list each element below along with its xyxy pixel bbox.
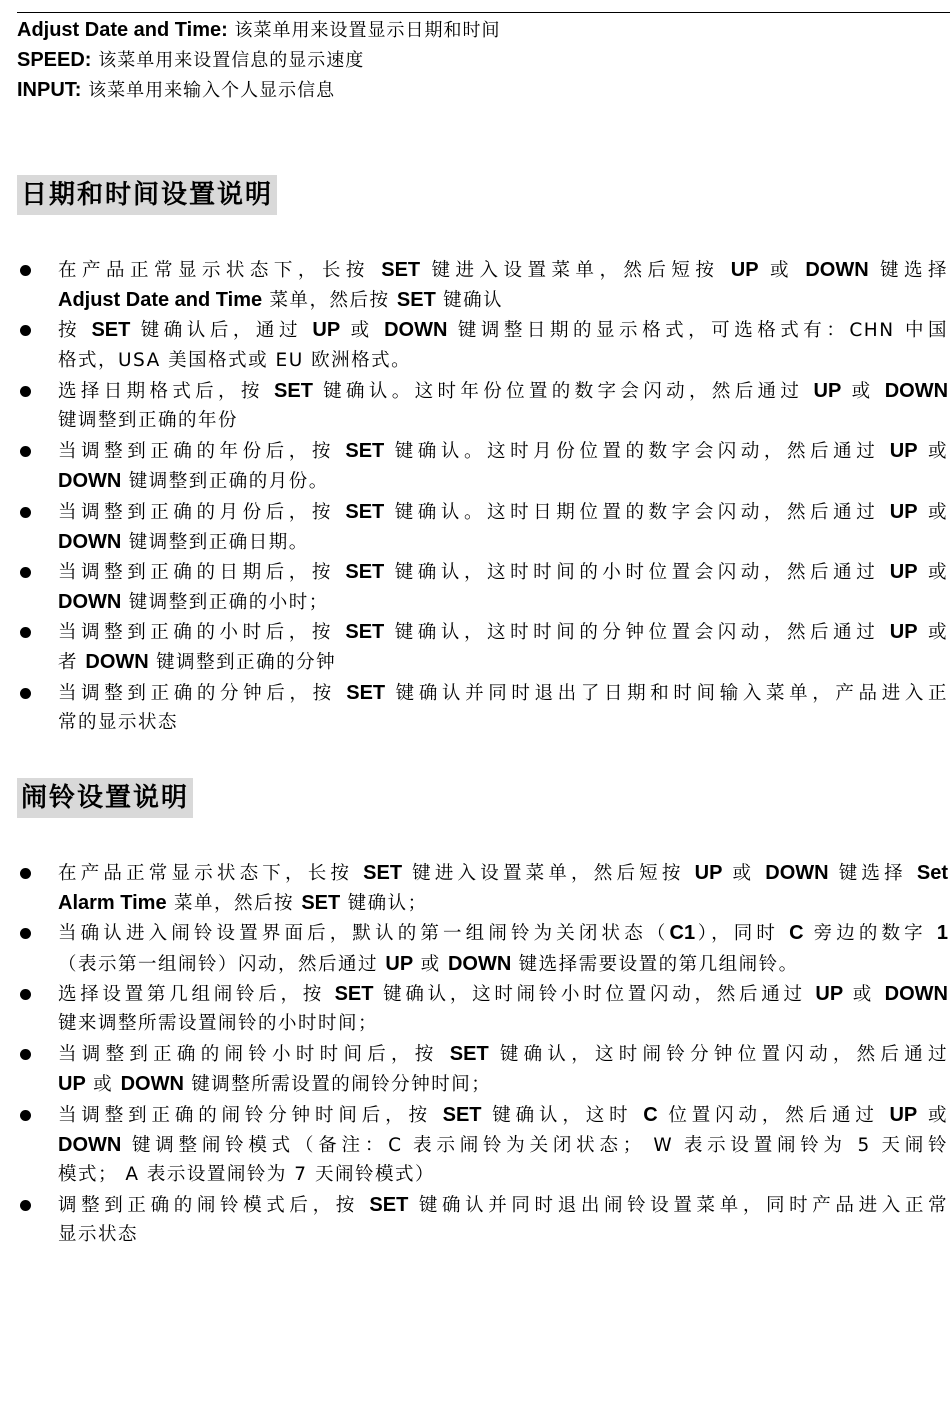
bullet-text-line: 在产品正常显示状态下，长按 SET 键进入设置菜单，然后短按 UP 或 DOWN 键选择 Set (58, 862, 948, 884)
bullet-icon (20, 507, 31, 518)
top-rule (17, 12, 950, 13)
bullet-text-line: 当调整到正确的分钟后，按 SET 键确认并同时退出了日期和时间输入菜单，产品进入正 (58, 681, 948, 704)
section-heading-date-time: 日期和时间设置说明 (17, 175, 277, 215)
section-heading-alarm: 闹铃设置说明 (17, 778, 193, 818)
bullet-text-line: 当调整到正确的月份后，按 SET 键确认。这时日期位置的数字会闪动，然后通过 UP 或 (58, 500, 949, 523)
bullet-text-line: 按 SET 键确认后，通过 UP 或 DOWN 键调整日期的显示格式，可选格式有：CHN 中国 (58, 319, 948, 342)
bullet-text-line: 键来调整所需设置闹铃的小时时间； (58, 1012, 379, 1034)
bullet-text-line: Alarm Time 菜单，然后按 SET 键确认； (58, 892, 428, 915)
bullet-icon (20, 989, 31, 1000)
bullet-text-line: DOWN 键调整到正确日期。 (58, 530, 309, 553)
menu-text: 该菜单用来设置信息的显示速度 (91, 50, 365, 71)
bullet-icon (20, 446, 31, 457)
bullet-text-line: 当确认进入闹铃设置界面后，默认的第一组闹铃为关闭状态（C1），同时 C 旁边的数字 1 (58, 922, 948, 945)
menu-key: INPUT: (17, 79, 82, 101)
menu-description-block (17, 15, 937, 105)
bullet-icon (20, 386, 31, 397)
list-item (0, 255, 950, 315)
menu-description-speed (17, 45, 937, 75)
list-item (0, 315, 950, 375)
bullet-text-line: 者 DOWN 键调整到正确的分钟 (58, 651, 337, 674)
list-item (0, 1039, 950, 1099)
menu-key: SPEED: (17, 49, 92, 71)
menu-text: 该菜单用来设置显示日期和时间 (227, 20, 501, 41)
bullet-icon (20, 868, 31, 879)
bullet-text-line: 格式，USA 美国格式或 EU 欧洲格式。 (58, 349, 412, 371)
bullet-text-line: 当调整到正确的日期后，按 SET 键确认，这时时间的小时位置会闪动，然后通过 UP 或 (58, 560, 949, 583)
bullet-text-line: DOWN 键调整到正确的月份。 (58, 470, 329, 493)
alarm-instructions-list (0, 858, 950, 1250)
menu-text: 该菜单用来输入个人显示信息 (81, 80, 336, 101)
bullet-text-line: 调整到正确的闹铃模式后，按 SET 键确认并同时退出闹铃设置菜单，同时产品进入正常 (58, 1194, 948, 1217)
bullet-icon (20, 325, 31, 336)
bullet-text-line: 当调整到正确的小时后，按 SET 键确认，这时时间的分钟位置会闪动，然后通过 UP 或 (58, 621, 949, 644)
bullet-text-line: 选择日期格式后，按 SET 键确认。这时年份位置的数字会闪动，然后通过 UP 或 DOWN (58, 379, 949, 402)
bullet-text-line: 选择设置第几组闹铃后，按 SET 键确认，这时闹铃小时位置闪动，然后通过 UP 或 DOWN (58, 982, 948, 1005)
list-item (0, 557, 950, 617)
bullet-text-line: 模式； A 表示设置闹铃为 7 天闹铃模式） (58, 1163, 435, 1185)
bullet-icon (20, 928, 31, 939)
bullet-icon (20, 1110, 31, 1121)
bullet-text-line: UP 或 DOWN 键调整所需设置的闹铃分钟时间； (58, 1073, 492, 1096)
menu-description-adjust (17, 15, 937, 45)
list-item (0, 1100, 950, 1191)
list-item (0, 436, 950, 496)
menu-description-input (17, 75, 937, 105)
bullet-text-line: Adjust Date and Time 菜单，然后按 SET 键确认 (58, 289, 504, 312)
bullet-text-line: 键调整到正确的年份 (58, 409, 239, 431)
menu-key: Adjust Date and Time: (17, 19, 228, 41)
list-item (0, 497, 950, 557)
bullet-icon (20, 265, 31, 276)
bullet-text-line: 常的显示状态 (58, 711, 179, 733)
bullet-text-line: 显示状态 (58, 1224, 139, 1246)
list-item (0, 1190, 950, 1250)
list-item (0, 979, 950, 1039)
date-time-instructions-list (0, 255, 950, 738)
list-item (0, 918, 950, 978)
bullet-icon (20, 1200, 31, 1211)
bullet-icon (20, 627, 31, 638)
list-item (0, 376, 950, 436)
list-item (0, 617, 950, 677)
bullet-text-line: 当调整到正确的闹铃分钟时间后，按 SET 键确认，这时 C 位置闪动，然后通过 UP 或 (58, 1103, 948, 1126)
bullet-text-line: 在产品正常显示状态下，长按 SET 键进入设置菜单，然后短按 UP 或 DOWN 键选择 (58, 259, 948, 281)
list-item (0, 678, 950, 738)
bullet-text-line: DOWN 键调整到正确的小时； (58, 591, 329, 614)
bullet-text-line: （表示第一组闹铃）闪动，然后通过 UP 或 DOWN 键选择需要设置的第几组闹铃。 (58, 952, 799, 975)
bullet-text-line: DOWN 键调整闹铃模式（备注：C 表示闹铃为关闭状态； W 表示设置闹铃为 5 天闹铃 (58, 1133, 948, 1156)
bullet-text-line: 当调整到正确的闹铃小时时间后，按 SET 键确认，这时闹铃分钟位置闪动，然后通过 (58, 1043, 948, 1066)
bullet-text-line: 当调整到正确的年份后，按 SET 键确认。这时月份位置的数字会闪动，然后通过 UP 或 (58, 440, 949, 463)
bullet-icon (20, 567, 31, 578)
list-item (0, 858, 950, 918)
bullet-icon (20, 688, 31, 699)
bullet-icon (20, 1049, 31, 1060)
